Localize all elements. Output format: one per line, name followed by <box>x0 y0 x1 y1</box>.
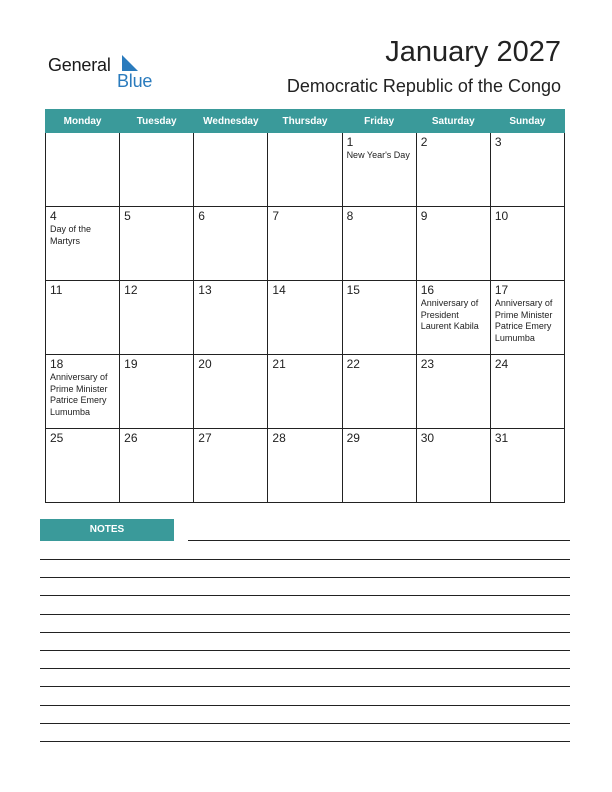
day-cell <box>416 355 490 429</box>
day-number: 1 <box>346 135 354 149</box>
weekday-header: Tuesday <box>120 110 194 133</box>
day-number: 20 <box>198 357 212 371</box>
holiday-name: Day of the Martyrs <box>50 224 92 246</box>
day-cell <box>120 281 194 355</box>
day-cell <box>46 133 120 207</box>
day-number: 6 <box>198 209 205 223</box>
weekday-header: Sunday <box>490 110 564 133</box>
holiday-name: New Year's Day <box>346 150 410 160</box>
day-cell <box>194 429 268 503</box>
day-number: 19 <box>124 357 138 371</box>
day-cell <box>490 429 564 503</box>
day-number: 27 <box>198 431 212 445</box>
day-cell <box>268 207 342 281</box>
day-number: 4 <box>50 209 57 223</box>
day-cell <box>46 355 120 429</box>
week-row <box>46 355 565 429</box>
day-number: 2 <box>420 135 428 149</box>
day-cell <box>416 281 490 355</box>
day-number: 9 <box>420 209 428 223</box>
day-number: 7 <box>272 209 280 223</box>
brand-logo <box>48 52 158 92</box>
note-line <box>40 577 570 578</box>
note-line <box>40 723 570 724</box>
day-number: 17 <box>494 283 509 297</box>
day-cell <box>342 281 416 355</box>
day-number: 30 <box>420 431 435 445</box>
holiday-name: Anniversary of Prime Minister Patrice Emery Lumumba <box>494 298 553 343</box>
day-number: 8 <box>346 209 354 223</box>
day-cell <box>268 133 342 207</box>
day-cell <box>268 355 342 429</box>
day-cell <box>194 355 268 429</box>
day-number: 22 <box>346 357 360 371</box>
brand-name-general: General <box>48 55 111 75</box>
day-cell <box>46 207 120 281</box>
day-number: 16 <box>420 283 435 297</box>
day-number: 24 <box>494 357 509 371</box>
note-line <box>40 668 570 669</box>
calendar-grid <box>45 109 565 503</box>
day-cell <box>342 429 416 503</box>
weekday-header: Friday <box>342 110 416 133</box>
holiday-name: Anniversary of President Laurent Kabila <box>420 298 479 331</box>
day-number: 13 <box>198 283 212 297</box>
brand-triangle-icon <box>122 55 138 71</box>
day-number: 14 <box>272 283 286 297</box>
week-row <box>46 281 565 355</box>
week-row <box>46 133 565 207</box>
day-cell <box>120 133 194 207</box>
day-cell <box>120 429 194 503</box>
day-cell <box>120 355 194 429</box>
day-number: 12 <box>124 283 138 297</box>
note-line <box>40 705 570 706</box>
note-line <box>40 650 570 651</box>
day-cell <box>342 355 416 429</box>
day-cell <box>490 133 564 207</box>
day-number: 15 <box>346 283 360 297</box>
day-cell <box>490 355 564 429</box>
day-number: 29 <box>346 431 360 445</box>
note-line <box>188 540 570 541</box>
weekday-header: Wednesday <box>194 110 268 133</box>
day-cell <box>490 207 564 281</box>
day-number: 10 <box>494 209 509 223</box>
weekday-header-row <box>46 110 565 133</box>
day-number: 3 <box>494 135 502 149</box>
day-cell <box>194 281 268 355</box>
day-number: 26 <box>124 431 138 445</box>
day-cell <box>416 429 490 503</box>
day-cell <box>46 281 120 355</box>
weekday-header: Thursday <box>268 110 342 133</box>
day-number: 21 <box>272 357 286 371</box>
note-line <box>40 595 570 596</box>
note-line <box>40 614 570 615</box>
day-number: 18 <box>50 357 64 371</box>
day-number: 28 <box>272 431 286 445</box>
brand-name-blue: Blue <box>117 71 153 91</box>
notes-label: NOTES <box>40 519 174 541</box>
day-cell <box>490 281 564 355</box>
page-title: January 2027 <box>385 36 561 68</box>
day-number: 5 <box>124 209 131 223</box>
note-line <box>40 686 570 687</box>
day-cell <box>120 207 194 281</box>
day-cell <box>342 207 416 281</box>
day-cell <box>342 133 416 207</box>
note-line <box>40 632 570 633</box>
day-cell <box>268 281 342 355</box>
weekday-header: Saturday <box>416 110 490 133</box>
day-cell <box>416 133 490 207</box>
note-line <box>40 741 570 742</box>
day-number: 23 <box>420 357 435 371</box>
week-row <box>46 207 565 281</box>
day-cell <box>416 207 490 281</box>
week-row <box>46 429 565 503</box>
day-number: 31 <box>494 431 509 445</box>
page-subtitle: Democratic Republic of the Congo <box>286 76 561 96</box>
note-line <box>40 559 570 560</box>
day-number: 11 <box>50 283 63 297</box>
day-cell <box>194 207 268 281</box>
day-cell <box>194 133 268 207</box>
day-number: 25 <box>50 431 64 445</box>
day-cell <box>46 429 120 503</box>
weekday-header: Monday <box>46 110 120 133</box>
holiday-name: Anniversary of Prime Minister Patrice Emery Lumumba <box>50 372 108 417</box>
day-cell <box>268 429 342 503</box>
